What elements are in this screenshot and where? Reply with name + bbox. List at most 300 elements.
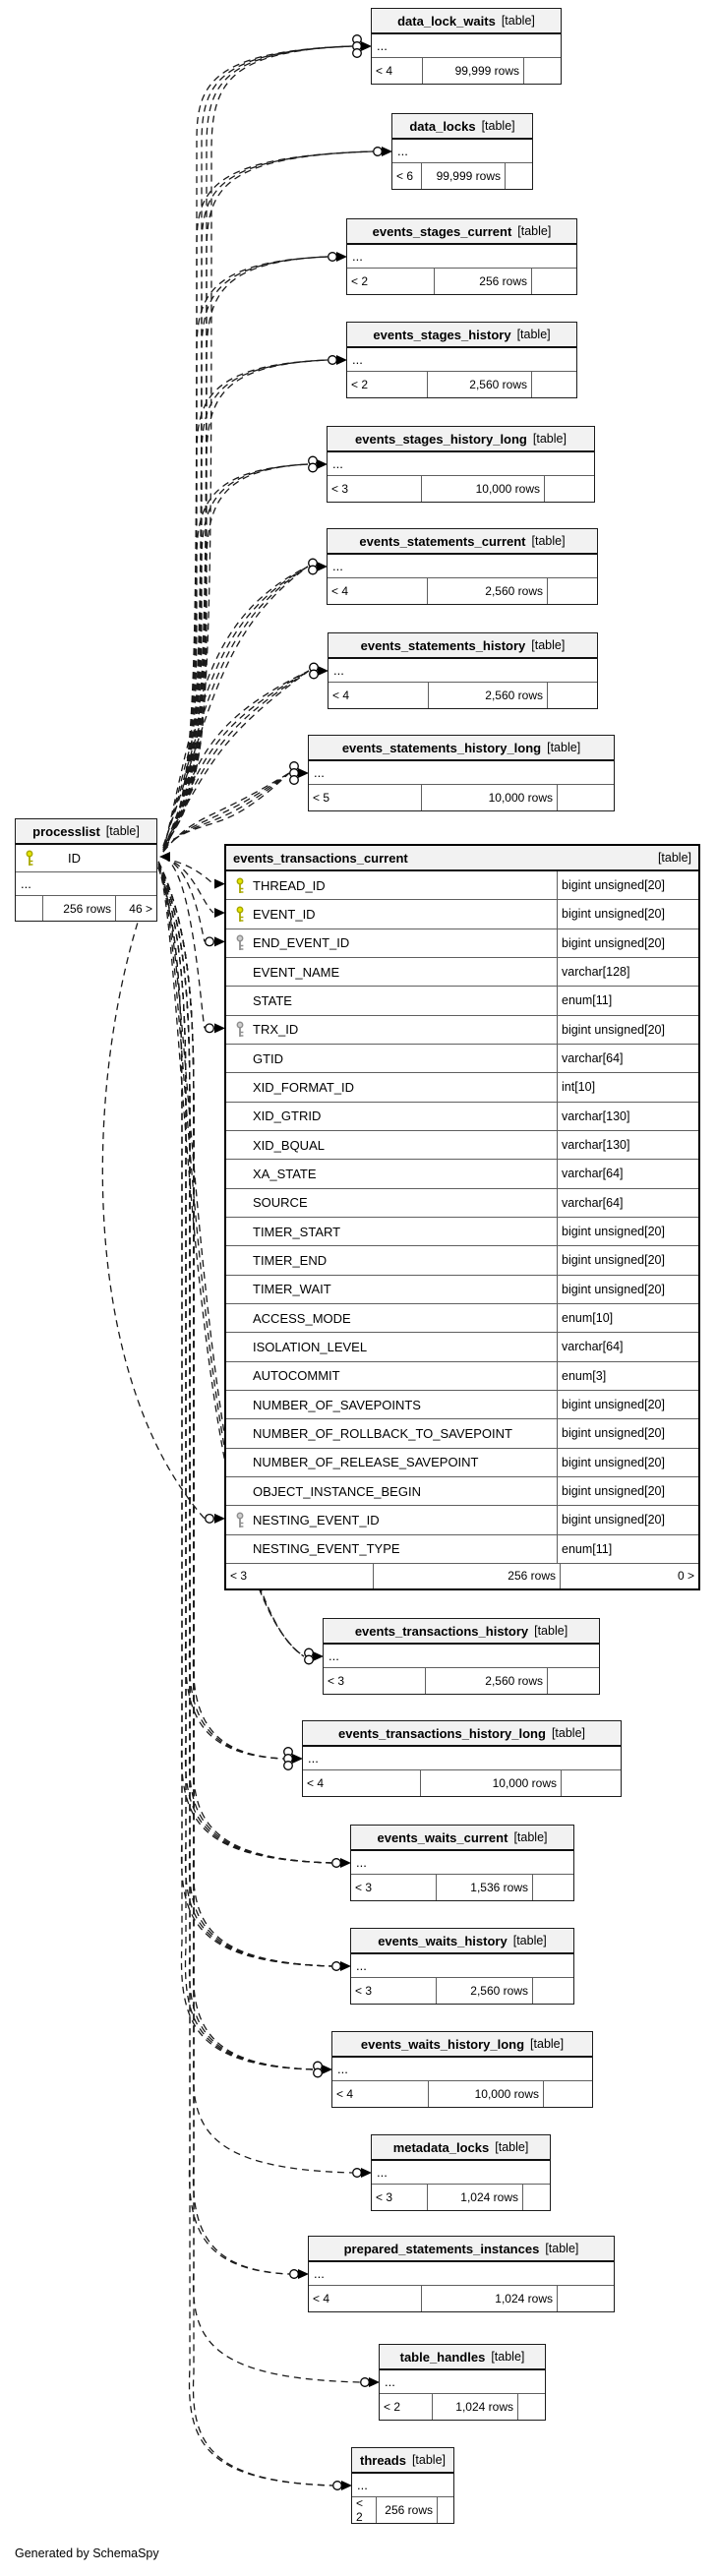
- table-node-table_handles[interactable]: [379, 2344, 546, 2421]
- table-tag: [table]: [532, 432, 567, 446]
- table-footer: [303, 1770, 621, 1796]
- table-columns-ellipsis: ...: [372, 2161, 550, 2185]
- key-cell: [226, 1535, 253, 1563]
- key-cell: [226, 1160, 253, 1187]
- table-tag: [table]: [516, 328, 551, 341]
- footer-anchors-left: < 3: [372, 2185, 428, 2210]
- table-name: events_transactions_history: [354, 1623, 529, 1639]
- footer-anchors-left: < 4: [332, 2081, 429, 2107]
- footer-anchors-right: [533, 1978, 573, 2004]
- table-columns-ellipsis: ...: [351, 1851, 573, 1875]
- table-title: [303, 1721, 621, 1747]
- key-cell: [226, 900, 253, 928]
- column-name: THREAD_ID: [253, 877, 326, 893]
- table-footer: [392, 163, 532, 189]
- footer-anchors-right: 46 >: [129, 901, 152, 916]
- key-cell: [226, 1103, 253, 1130]
- column-name: XA_STATE: [253, 1166, 317, 1181]
- table-node-events_stages_current[interactable]: [346, 218, 577, 295]
- column-row-isolation_level: [226, 1333, 698, 1361]
- footer-anchors-left: < 6: [392, 163, 422, 189]
- footer-anchors-left: < 2: [352, 2497, 377, 2523]
- table-title: [372, 9, 561, 34]
- footer-anchors-left: < 4: [328, 578, 428, 604]
- column-row-state: [226, 987, 698, 1015]
- footer-row-count: 256 rows: [435, 269, 532, 294]
- footer-anchors-left: < 2: [347, 269, 435, 294]
- column-name: TIMER_END: [253, 1252, 328, 1268]
- footer-row-count: 256 rows: [377, 2497, 438, 2523]
- table-node-events_transactions_history_long[interactable]: [302, 1720, 622, 1797]
- key-cell: [226, 1045, 253, 1072]
- table-footer: [328, 578, 597, 604]
- key-cell: [226, 1419, 253, 1447]
- footer-anchors-left: < 5: [309, 785, 422, 810]
- zero-or-one-circle: [353, 2169, 362, 2178]
- relationship-line: [163, 46, 352, 848]
- table-tag: [table]: [657, 851, 691, 865]
- table-node-events_waits_history[interactable]: [350, 1928, 574, 2005]
- footer-row-count: 1,536 rows: [437, 1875, 533, 1900]
- table-tag: [table]: [481, 119, 515, 133]
- key-cell: [226, 1131, 253, 1159]
- column-row-trx_id: [226, 1016, 698, 1045]
- table-footer: [309, 2286, 614, 2311]
- table-tag: [table]: [545, 2242, 579, 2255]
- zero-or-one-circle: [353, 49, 362, 58]
- relationship-line: [163, 671, 309, 852]
- table-name: events_stages_current: [372, 223, 512, 239]
- column-row-id: [16, 845, 156, 872]
- column-type: enum[11]: [557, 1535, 698, 1563]
- table-node-data_locks[interactable]: [391, 113, 533, 190]
- footer-anchors-right: [532, 269, 576, 294]
- footer-row-count: 10,000 rows: [421, 1770, 562, 1796]
- column-name: AUTOCOMMIT: [253, 1368, 340, 1384]
- column-name: NESTING_EVENT_TYPE: [253, 1541, 400, 1557]
- table-name: events_waits_history: [378, 1933, 508, 1948]
- zero-or-one-circle: [361, 2378, 370, 2387]
- table-tag: [table]: [531, 534, 566, 548]
- column-type: varchar[64]: [557, 1160, 698, 1187]
- table-columns-ellipsis: ...: [351, 1954, 573, 1978]
- footer-row-count: 99,999 rows: [423, 58, 524, 84]
- column-type: bigint unsigned[20]: [557, 1218, 698, 1245]
- zero-or-one-circle: [284, 1762, 293, 1770]
- table-title: [380, 2345, 545, 2370]
- key-cell: [226, 871, 253, 899]
- table-columns-ellipsis: ...: [372, 34, 561, 58]
- column-type: enum[11]: [557, 987, 698, 1014]
- table-tag: [table]: [411, 2453, 447, 2467]
- table-name: data_locks: [409, 118, 476, 134]
- footer-anchors-right: [438, 2497, 453, 2523]
- relationship-line: [163, 858, 213, 884]
- column-type: bigint unsigned[20]: [557, 1391, 698, 1418]
- column-name: NUMBER_OF_RELEASE_SAVEPOINT: [253, 1455, 479, 1470]
- column-type: varchar[64]: [557, 1333, 698, 1360]
- relationship-line: [163, 360, 328, 850]
- column-row-number_of_savepoints: [226, 1391, 698, 1419]
- column-name: ISOLATION_LEVEL: [253, 1339, 368, 1354]
- table-title: [324, 1619, 599, 1645]
- table-footer: [347, 372, 576, 397]
- key-cell: [226, 1304, 253, 1332]
- footer-row-count: 2,560 rows: [437, 1978, 533, 2004]
- diagram-caption: Generated by SchemaSpy: [15, 2546, 159, 2560]
- key-cell: [226, 1016, 253, 1044]
- key-cell: [226, 1391, 253, 1418]
- footer-anchors-left: < 3: [324, 1668, 426, 1694]
- table-node-events_stages_history[interactable]: [346, 322, 577, 398]
- column-name: STATE: [253, 992, 292, 1008]
- table-columns-ellipsis: ...: [16, 872, 156, 896]
- footer-anchors-left: < 4: [329, 683, 429, 708]
- relationship-line: [163, 46, 352, 850]
- zero-or-one-circle: [329, 356, 337, 365]
- table-name: threads: [359, 2452, 406, 2468]
- footer-anchors-left: < 4: [303, 1770, 421, 1796]
- footer-anchors-right: [548, 683, 597, 708]
- footer-row-count: 256 rows: [43, 896, 116, 921]
- footer-anchors-right: [548, 578, 597, 604]
- zero-or-one-circle: [310, 670, 319, 679]
- table-columns-ellipsis: ...: [329, 659, 597, 683]
- table-tag: [table]: [531, 638, 566, 652]
- relationship-line: [163, 671, 309, 848]
- footer-anchors-left: [16, 896, 43, 921]
- footer-anchors-left: < 3: [328, 476, 422, 502]
- footer-anchors-right: [544, 2081, 592, 2107]
- table-footer: [328, 476, 594, 502]
- footer-anchors-right: [523, 2185, 550, 2210]
- footer-anchors-right: [558, 785, 614, 810]
- column-type: bigint unsigned[20]: [557, 1449, 698, 1476]
- table-columns-ellipsis: ...: [347, 245, 576, 269]
- table-columns-ellipsis: ...: [392, 140, 532, 163]
- zero-or-one-circle: [314, 2068, 323, 2077]
- column-row-source: [226, 1189, 698, 1218]
- table-node-events_statements_history_long[interactable]: [308, 735, 615, 811]
- column-row-number_of_rollback_to_savepoint: [226, 1419, 698, 1448]
- footer-anchors-left: < 3: [226, 1564, 374, 1588]
- column-name: EVENT_NAME: [253, 964, 340, 980]
- column-row-xa_state: [226, 1160, 698, 1188]
- zero-or-one-circle: [305, 1655, 314, 1664]
- table-title: [329, 633, 597, 659]
- column-row-event_id: [226, 900, 698, 929]
- column-type: varchar[130]: [557, 1103, 698, 1130]
- table-footer: [347, 269, 576, 294]
- column-type: int[10]: [557, 1073, 698, 1101]
- zero-or-one-circle: [206, 1515, 214, 1524]
- footer-row-count: 2,560 rows: [428, 372, 532, 397]
- table-tag: [table]: [501, 14, 535, 28]
- table-tag: [table]: [530, 2037, 565, 2051]
- column-name: XID_FORMAT_ID: [253, 1079, 355, 1095]
- key-cell: [226, 929, 253, 957]
- table-node-prepared_statements_instances[interactable]: [308, 2236, 615, 2312]
- table-name: events_waits_history_long: [360, 2036, 525, 2052]
- column-row-end_event_id: [226, 929, 698, 958]
- table-name: events_statements_history: [360, 637, 526, 653]
- primary-key-icon: [235, 906, 245, 923]
- zero-or-one-circle: [309, 566, 318, 574]
- footer-anchors-left: < 2: [347, 372, 428, 397]
- table-title: [347, 323, 576, 348]
- table-columns-ellipsis: ...: [324, 1645, 599, 1668]
- footer-anchors-right: [518, 2394, 545, 2420]
- column-name: END_EVENT_ID: [253, 935, 350, 951]
- foreign-key-icon: [235, 1021, 245, 1038]
- column-name: TIMER_START: [253, 1224, 341, 1239]
- table-name: processlist: [32, 823, 100, 839]
- column-row-timer_wait: [226, 1276, 698, 1304]
- table-footer: [351, 1875, 573, 1900]
- column-name: SOURCE: [253, 1195, 308, 1211]
- column-type: bigint unsigned[20]: [557, 900, 698, 928]
- table-tag: [table]: [534, 1624, 568, 1638]
- primary-key-icon: [25, 850, 34, 867]
- column-row-autocommit: [226, 1362, 698, 1391]
- key-cell: [226, 958, 253, 986]
- key-cell: [226, 1218, 253, 1245]
- column-row-thread_id: [226, 871, 698, 900]
- zero-or-one-circle: [329, 253, 337, 262]
- column-type: bigint unsigned[20]: [557, 871, 698, 899]
- zero-or-one-circle: [332, 1859, 341, 1868]
- table-title: [351, 1929, 573, 1954]
- column-name: TIMER_WAIT: [253, 1282, 331, 1297]
- footer-anchors-right: [532, 372, 576, 397]
- zero-or-one-circle: [290, 776, 299, 785]
- table-columns-ellipsis: ...: [328, 452, 594, 476]
- table-columns-ellipsis: ...: [303, 1747, 621, 1770]
- column-type: varchar[128]: [557, 958, 698, 986]
- column-row-xid_format_id: [226, 1073, 698, 1102]
- table-columns-ellipsis: ...: [309, 761, 614, 785]
- table-tag: [table]: [551, 1726, 586, 1740]
- footer-anchors-left: < 4: [309, 2286, 422, 2311]
- table-node-metadata_locks[interactable]: [371, 2134, 551, 2211]
- table-node-events_statements_current[interactable]: [327, 528, 598, 605]
- table-footer: [372, 2185, 550, 2210]
- footer-anchors-right: [545, 476, 594, 502]
- table-footer: [351, 1978, 573, 2004]
- table-footer: [329, 683, 597, 708]
- key-cell: [226, 1189, 253, 1217]
- zero-or-one-circle: [206, 937, 214, 946]
- table-title: [347, 219, 576, 245]
- footer-row-count: 1,024 rows: [428, 2185, 523, 2210]
- table-node-events_waits_history_long[interactable]: [331, 2031, 593, 2108]
- table-footer: [226, 1564, 698, 1588]
- column-name: XID_GTRID: [253, 1108, 322, 1124]
- table-tag: [table]: [512, 1934, 547, 1947]
- table-title: [352, 2448, 453, 2474]
- column-row-xid_bqual: [226, 1131, 698, 1160]
- column-name: ACCESS_MODE: [253, 1310, 351, 1326]
- column-row-event_name: [226, 958, 698, 987]
- table-title: [16, 819, 156, 845]
- column-type: varchar[64]: [557, 1189, 698, 1217]
- table-columns-ellipsis: ...: [380, 2370, 545, 2394]
- table-name: events_transactions_current: [233, 850, 408, 866]
- table-name: data_lock_waits: [397, 13, 496, 29]
- key-cell: [226, 1333, 253, 1360]
- footer-anchors-left: < 3: [351, 1875, 437, 1900]
- table-tag: [table]: [547, 741, 581, 754]
- column-name: TRX_ID: [253, 1022, 299, 1038]
- column-name: OBJECT_INSTANCE_BEGIN: [253, 1483, 421, 1499]
- table-footer: [380, 2394, 545, 2420]
- column-type: bigint unsigned[20]: [557, 1506, 698, 1533]
- column-type: bigint unsigned[20]: [557, 1477, 698, 1505]
- footer-anchors-left: < 2: [380, 2394, 433, 2420]
- column-type: bigint unsigned[20]: [557, 929, 698, 957]
- table-tag: [table]: [517, 224, 552, 238]
- column-type: varchar[64]: [557, 1045, 698, 1072]
- column-row-timer_start: [226, 1218, 698, 1246]
- zero-or-one-circle: [332, 1962, 341, 1971]
- crow-foot-arrow: [159, 852, 170, 862]
- footer-row-count: 2,560 rows: [429, 683, 548, 708]
- column-type: varchar[130]: [557, 1131, 698, 1159]
- footer-anchors-right: 0 >: [677, 1569, 694, 1584]
- footer-anchors-right: [548, 1668, 599, 1694]
- relationship-line: [163, 567, 308, 850]
- column-row-nesting_event_type: [226, 1535, 698, 1564]
- zero-or-one-circle: [206, 1024, 214, 1033]
- footer-anchors-left: < 3: [351, 1978, 437, 2004]
- key-cell: [16, 845, 42, 871]
- table-node-threads[interactable]: [351, 2447, 454, 2524]
- table-tag: [table]: [495, 2140, 529, 2154]
- footer-anchors-right: [562, 1770, 621, 1796]
- key-cell: [226, 1362, 253, 1390]
- footer-row-count: 2,560 rows: [428, 578, 548, 604]
- table-title: [392, 114, 532, 140]
- table-name: events_stages_history: [373, 327, 511, 342]
- table-footer: [309, 785, 614, 810]
- footer-anchors-left: < 4: [372, 58, 423, 84]
- table-name: events_transactions_history_long: [337, 1725, 546, 1741]
- column-name: NUMBER_OF_ROLLBACK_TO_SAVEPOINT: [253, 1425, 512, 1441]
- key-cell: [226, 1073, 253, 1101]
- table-name: events_stages_history_long: [355, 431, 527, 447]
- key-cell: [226, 987, 253, 1014]
- table-columns-ellipsis: ...: [309, 2262, 614, 2286]
- table-node-events_transactions_current[interactable]: [224, 844, 700, 1590]
- footer-anchors-right: [558, 2286, 614, 2311]
- column-type: enum[10]: [557, 1304, 698, 1332]
- column-type: bigint unsigned[20]: [557, 1419, 698, 1447]
- column-name: NUMBER_OF_SAVEPOINTS: [253, 1397, 421, 1412]
- column-row-xid_gtrid: [226, 1103, 698, 1131]
- zero-or-one-circle: [290, 2270, 299, 2279]
- footer-row-count: 2,560 rows: [426, 1668, 548, 1694]
- column-name: ID: [68, 851, 81, 866]
- footer-row-count: 10,000 rows: [422, 476, 545, 502]
- footer-anchors-right: [533, 1875, 573, 1900]
- table-node-events_statements_history[interactable]: [328, 632, 598, 709]
- footer-anchors-right: [524, 58, 561, 84]
- key-cell: [226, 1449, 253, 1476]
- column-type: bigint unsigned[20]: [557, 1276, 698, 1303]
- table-footer: [372, 58, 561, 84]
- table-node-data_lock_waits[interactable]: [371, 8, 562, 85]
- footer-row-count: 10,000 rows: [422, 785, 558, 810]
- table-tag: [table]: [105, 824, 140, 838]
- table-title: [328, 529, 597, 555]
- column-row-object_instance_begin: [226, 1477, 698, 1506]
- footer-row-count: 10,000 rows: [429, 2081, 544, 2107]
- footer-row-count: 1,024 rows: [433, 2394, 518, 2420]
- footer-anchors-right: [506, 163, 532, 189]
- table-name: table_handles: [399, 2349, 486, 2365]
- key-cell: [226, 1246, 253, 1274]
- zero-or-one-circle: [333, 2482, 342, 2490]
- table-title: [226, 846, 698, 871]
- primary-key-icon: [235, 877, 245, 894]
- table-columns-ellipsis: ...: [352, 2474, 453, 2497]
- table-name: events_waits_current: [377, 1829, 508, 1845]
- table-title: [372, 2135, 550, 2161]
- foreign-key-icon: [235, 934, 245, 951]
- column-row-timer_end: [226, 1246, 698, 1275]
- table-title: [328, 427, 594, 452]
- footer-row-count: 1,024 rows: [422, 2286, 558, 2311]
- table-footer: [324, 1668, 599, 1694]
- relationship-line: [163, 567, 308, 852]
- table-node-events_transactions_history[interactable]: [323, 1618, 600, 1695]
- column-name: NESTING_EVENT_ID: [253, 1512, 380, 1528]
- column-row-gtid: [226, 1045, 698, 1073]
- table-node-events_stages_history_long[interactable]: [327, 426, 595, 503]
- column-row-number_of_release_savepoint: [226, 1449, 698, 1477]
- column-row-access_mode: [226, 1304, 698, 1333]
- key-cell: [226, 1276, 253, 1303]
- column-name: EVENT_ID: [253, 906, 316, 922]
- foreign-key-icon: [235, 1512, 245, 1528]
- zero-or-one-circle: [309, 463, 318, 472]
- table-name: events_statements_history_long: [341, 740, 542, 755]
- table-title: [351, 1826, 573, 1851]
- table-columns-ellipsis: ...: [332, 2058, 592, 2081]
- table-name: prepared_statements_instances: [343, 2241, 540, 2256]
- table-node-processlist[interactable]: [15, 818, 157, 922]
- table-footer: [332, 2081, 592, 2107]
- table-title: [309, 2237, 614, 2262]
- table-title: [332, 2032, 592, 2058]
- table-footer: [16, 896, 156, 921]
- table-name: metadata_locks: [392, 2139, 490, 2155]
- table-name: events_statements_current: [359, 533, 526, 549]
- column-type: bigint unsigned[20]: [557, 1246, 698, 1274]
- column-name: GTID: [253, 1050, 284, 1066]
- footer-row-count: 256 rows: [374, 1564, 561, 1588]
- table-node-events_waits_current[interactable]: [350, 1825, 574, 1901]
- relationship-line: [163, 773, 289, 846]
- footer-row-count: 99,999 rows: [422, 163, 506, 189]
- relationship-line: [163, 671, 309, 850]
- column-type: enum[3]: [557, 1362, 698, 1390]
- key-cell: [226, 1506, 253, 1533]
- table-columns-ellipsis: ...: [328, 555, 597, 578]
- column-row-nesting_event_id: [226, 1506, 698, 1534]
- table-columns-ellipsis: ...: [347, 348, 576, 372]
- zero-or-one-circle: [374, 148, 383, 156]
